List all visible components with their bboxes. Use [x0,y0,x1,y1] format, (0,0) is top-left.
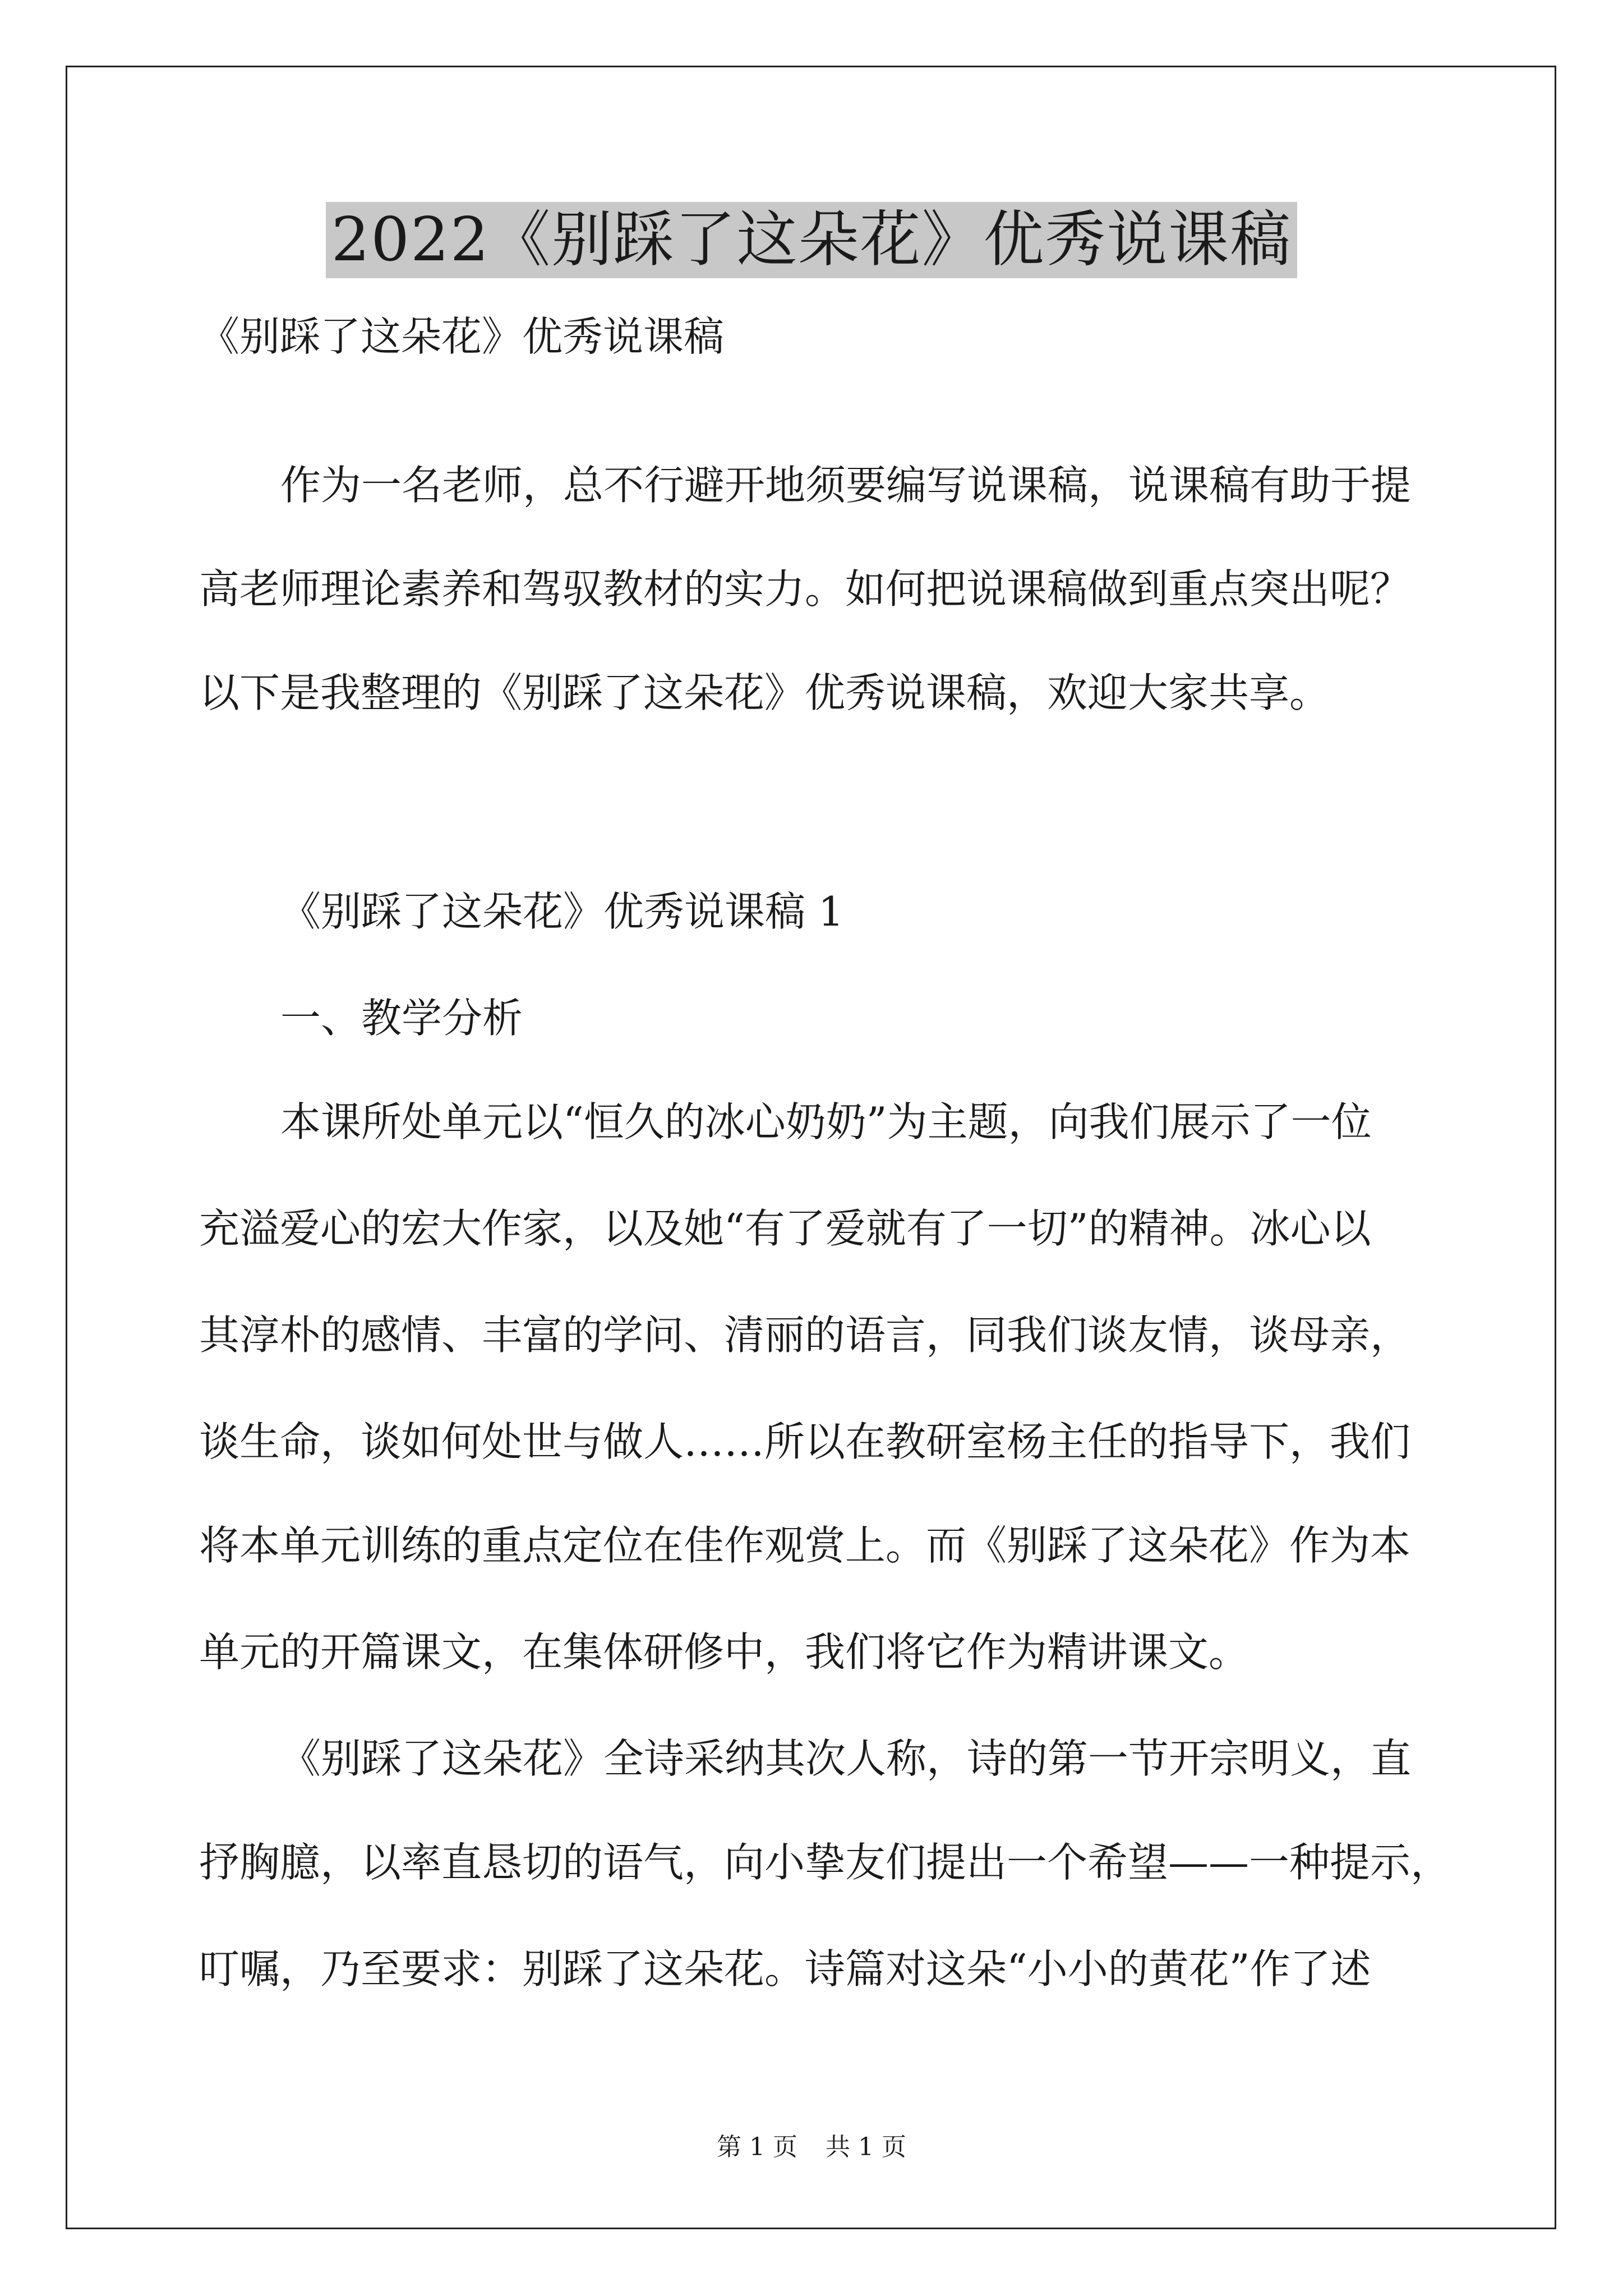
paragraph-line: 《别踩了这朵花》全诗采纳其次人称，诗的第一节开宗明义，直 [280,1735,1412,1782]
section-subheading: 一、教学分析 [280,995,523,1042]
page-number: 第 1 页 [717,2133,797,2161]
paragraph-line: 作为一名老师，总不行避开地须要编写说课稿，说课稿有助于提 [280,462,1412,509]
page-total: 共 1 页 [826,2133,906,2161]
subtitle-line: 《别踩了这朵花》优秀说课稿 [199,313,725,360]
title-container [0,202,1623,278]
page-footer [0,2132,1623,2163]
paragraph-line: 以下是我整理的《别踩了这朵花》优秀说课稿，欢迎大家共享。 [199,669,1330,716]
paragraph-line: 抒胸臆，以率直恳切的语气，向小挚友们提出一个希望——一种提示， [199,1839,1451,1886]
paragraph-line: 将本单元训练的重点定位在佳作观赏上。而《别踩了这朵花》作为本 [199,1522,1411,1569]
section-heading: 《别踩了这朵花》优秀说课稿 1 [280,888,844,935]
paragraph-line: 本课所处单元以“恒久的冰心奶奶”为主题，向我们展示了一位 [280,1098,1372,1145]
paragraph-line: 高老师理论素养和驾驭教材的实力。如何把说课稿做到重点突出呢？ [199,565,1411,613]
paragraph-line: 单元的开篇课文，在集体研修中，我们将它作为精讲课文。 [199,1628,1249,1676]
page-border [66,66,1556,2229]
paragraph-line: 充溢爱心的宏大作家，以及她“有了爱就有了一切”的精神。冰心以 [199,1205,1371,1252]
paragraph-line: 叮嘱，乃至要求：别踩了这朵花。诗篇对这朵“小小的黄花”作了述 [199,1945,1371,1993]
document-title: 2022《别踩了这朵花》优秀说课稿 [326,202,1298,278]
paragraph-line: 其淳朴的感情、丰富的学问、清丽的语言，同我们谈友情，谈母亲， [199,1312,1411,1359]
paragraph-line: 谈生命，谈如何处世与做人……所以在教研室杨主任的指导下，我们 [199,1418,1411,1465]
